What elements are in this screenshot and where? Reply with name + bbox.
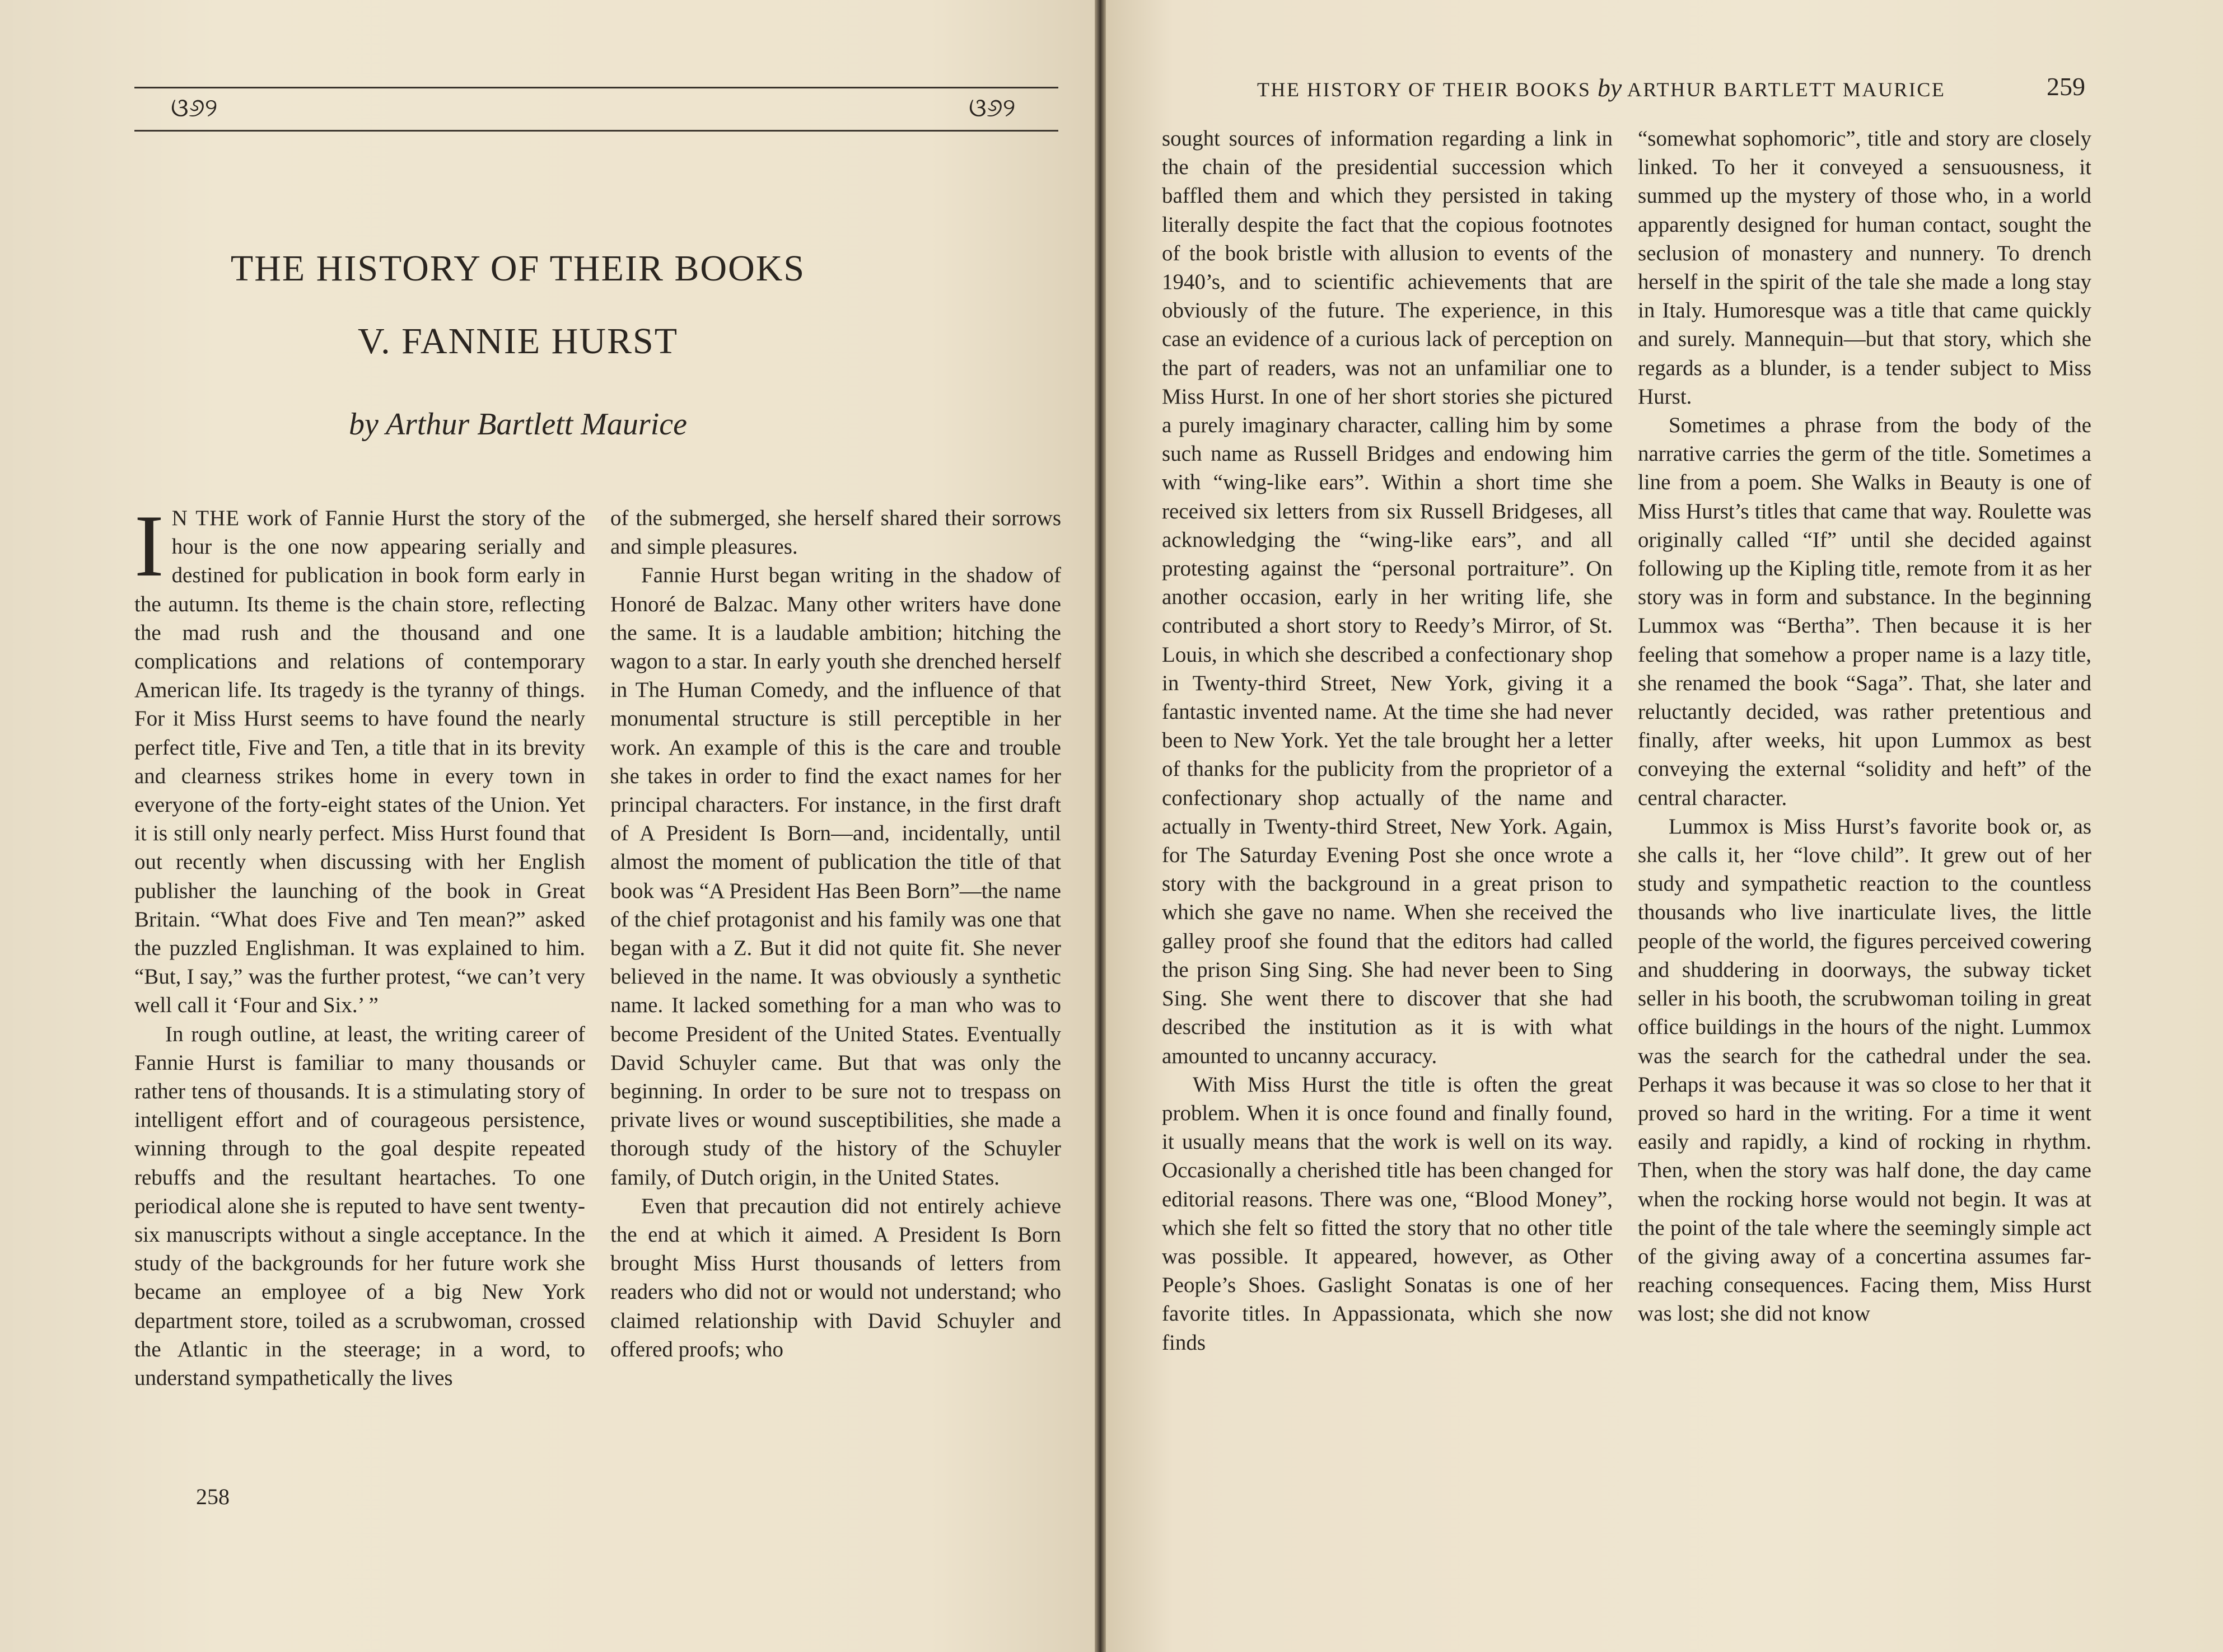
right-column-2 [1638, 124, 2091, 1328]
lead-in: N THE [171, 506, 240, 530]
header-rule-top [134, 87, 1058, 88]
running-head [1257, 73, 1985, 102]
paragraph: Even that precaution did not entirely achieve the end at which it aimed. A President Is Born brought Miss Hurst thousands of letters from readers who did not or would not understand; who claimed relationship with David Schuyler and offered proofs; who [610, 1194, 1061, 1361]
ornament-left: ଓ୬୨ [171, 93, 218, 122]
left-column-1 [134, 497, 586, 1392]
header-rule-bottom [134, 130, 1058, 132]
running-head-title: THE HISTORY OF THEIR BOOKS [1257, 78, 1591, 101]
ornament-right: ଓ୬୨ [969, 93, 1016, 122]
drop-cap: I [134, 497, 164, 595]
page-number: 258 [196, 1484, 230, 1509]
page-number-right: 259 [2047, 72, 2085, 101]
paragraph: of the submerged, she herself shared their sorrows and simple pleasures. [610, 506, 1061, 559]
article-title: V. FANNIE HURST [357, 321, 679, 362]
article-byline: by Arthur Bartlett Maurice [349, 407, 687, 442]
book-gutter [1095, 0, 1106, 1652]
left-column-2 [610, 504, 1061, 1364]
left-page [0, 0, 1095, 1652]
paragraph-text: work of Fannie Hurst the story of the hour is the one now appearing serially and destined for publication in book form early in the autumn. Its theme is the chain store, reflecting the mad rush and the thousand and one complications and relations of contemporary American life. Its tragedy is the tyranny of things. For it Miss Hurst seems to have found the nearly perfect title, Five and Ten, a title that in its brevity and clearness strikes home in every town in everyone of the forty-eight states of the Union. Yet it is still only nearly perfect. Miss Hurst found that out recently when discussing with her English publisher the launching of the book in Great Britain. “What does Five and Ten mean?” asked the puzzled Englishman. It was explained to him. “But, I say,” was the further protest, “we can’t very well call it ‘Four and Six.’ ” [134, 506, 586, 1018]
paragraph: “somewhat sophomoric”, title and story are closely linked. To her it conveyed a sensuousness, it summed up the mystery of those who, in a world apparently designed for human contact, sought the seclusion of monastery and nunnery. To drench herself in the spirit of the tale she made a long stay in Italy. Humoresque was a title that came quickly and surely. Mannequin—but that story, which she regards as a blunder, is a tender subject to Miss Hurst. [1638, 127, 2091, 409]
paragraph: With Miss Hurst the title is often the great problem. When it is once found and finally found, it usually means that the work is well on its way. Occasionally a cherished title has been changed for editorial reasons. There was one, “Blood Money”, which she felt so fitted the story that no other title was possible. It appeared, however, as Other People’s Shoes. Gaslight Sonatas is one of her favorite titles. In Appassionata, which she now finds [1162, 1072, 1613, 1355]
running-head-by: by [1597, 73, 1622, 102]
paragraph [134, 497, 586, 1020]
paragraph: Sometimes a phrase from the body of the narrative carries the germ of the title. Sometimes a line from a poem. She Walks in Beauty is one of Miss Hurst’s titles that came that way. Roulette was originally called “If” until she decided against following up the Kipling title, remote from it as her story was in form and substance. In the beginning Lummox was “Bertha”. Then because it is her feeling that somehow a proper name is a lazy title, she renamed the book “Saga”. That, she later and reluctantly decided, was rather pretentious and finally, after weeks, hit upon Lummox as best conveying the external “solidity and heft” of the central character. [1638, 413, 2091, 810]
right-column-1 [1162, 124, 1613, 1357]
paragraph: Fannie Hurst began writing in the shadow of Honoré de Balzac. Many other writers have done the same. It is a laudable ambition; hitching the wagon to a star. In early youth she drenched herself in The Human Comedy, and the influence of that monumental structure is still perceptible in her work. An example of this is the care and trouble she takes in order to find the exact names for her principal characters. For instance, in the first draft of A President Is Born—and, incidentally, until almost the moment of publication the title of that book was “A President Has Been Born”—the name of the chief protagonist and his family was one that began with a Z. But it did not quite fit. She never believed in the name. It was obviously a synthetic name. It lacked something for a man who was to become President of the United States. Eventually David Schuyler came. But that was only the beginning. In order to be sure not to trespass on private lives or wound susceptibilities, she made a thorough study of the history of the Schuyler family, of Dutch origin, in the United States. [610, 563, 1061, 1190]
article-series-title: THE HISTORY OF THEIR BOOKS [230, 248, 806, 289]
paragraph: Lummox is Miss Hurst’s favorite book or, as she calls it, her “love child”. It grew out of her study and sympathetic reaction to the countless thousands who live inarticulate lives, the little people of the world, the figures perceived cowering and shuddering in doorways, the subway ticket seller in his booth, the scrubwoman toiling in great office buildings in the hours of the night. Lummox was the search for the cathedral under the sea. Perhaps it was because it was so close to her that it proved so hard in the writing. For a time it went easily and rapidly, a kind of rocking in rhythm. Then, when the story was half done, the day came when the rocking horse would not begin. It was at the point of the tale where the seemingly simple act of the giving away of a concertina assumes far-reaching consequences. Facing them, Miss Hurst was lost; she did not know [1638, 814, 2091, 1326]
running-head-author: ARTHUR BARTLETT MAURICE [1627, 78, 1946, 101]
paragraph: sought sources of information regarding a link in the chain of the presidential succession which baffled them and which they persisted in taking literally despite the fact that the copious footnotes of the book bristle with allusion to events of the 1940’s, and to scientific achievements that are obviously of the future. The experience, in this case an evidence of a curious lack of perception on the part of readers, was not an unfamiliar one to Miss Hurst. In one of her short stories she pictured a purely imaginary character, calling him by some such name as Russell Bridges and endowing him with “wing-like ears”. Within a short time she received six letters from six Russell Bridgeses, all acknowledging the “wing-like ears”, and all protesting against the “personal portraiture”. On another occasion, early in her writing life, she contributed a short story to Reedy’s Mirror, of St. Louis, in which she described a confectionary shop in Twenty-third Street, New York, giving it a fantastic invented name. At the time she had never been to New York. Yet the tale brought her a letter of thanks for the publicity from the proprietor of a confectionary shop actually of the name and actually in Twenty-third Street, New York. Again, for The Saturday Evening Post she once wrote a story with the background in a great prison to which she gave no name. When she received the galley proof she found that the editors had called the prison Sing Sing. She had never been to Sing Sing. She went there to discover that she had described the institution as it is with what amounted to uncanny accuracy. [1162, 127, 1613, 1068]
paragraph: In rough outline, at least, the writing career of Fannie Hurst is familiar to many thousands or rather tens of thousands. It is a stimulating story of intelligent effort and of courageous persistence, winning through to the goal despite repeated rebuffs and the resultant heartaches. To one periodical alone she is reputed to have sent twenty-six manuscripts without a single acceptance. In the study of the backgrounds for her future work she became an employee of a big New York department store, toiled as a scrubwoman, crossed the Atlantic in the steerage; in a word, to understand sympathetically the lives [134, 1022, 585, 1391]
